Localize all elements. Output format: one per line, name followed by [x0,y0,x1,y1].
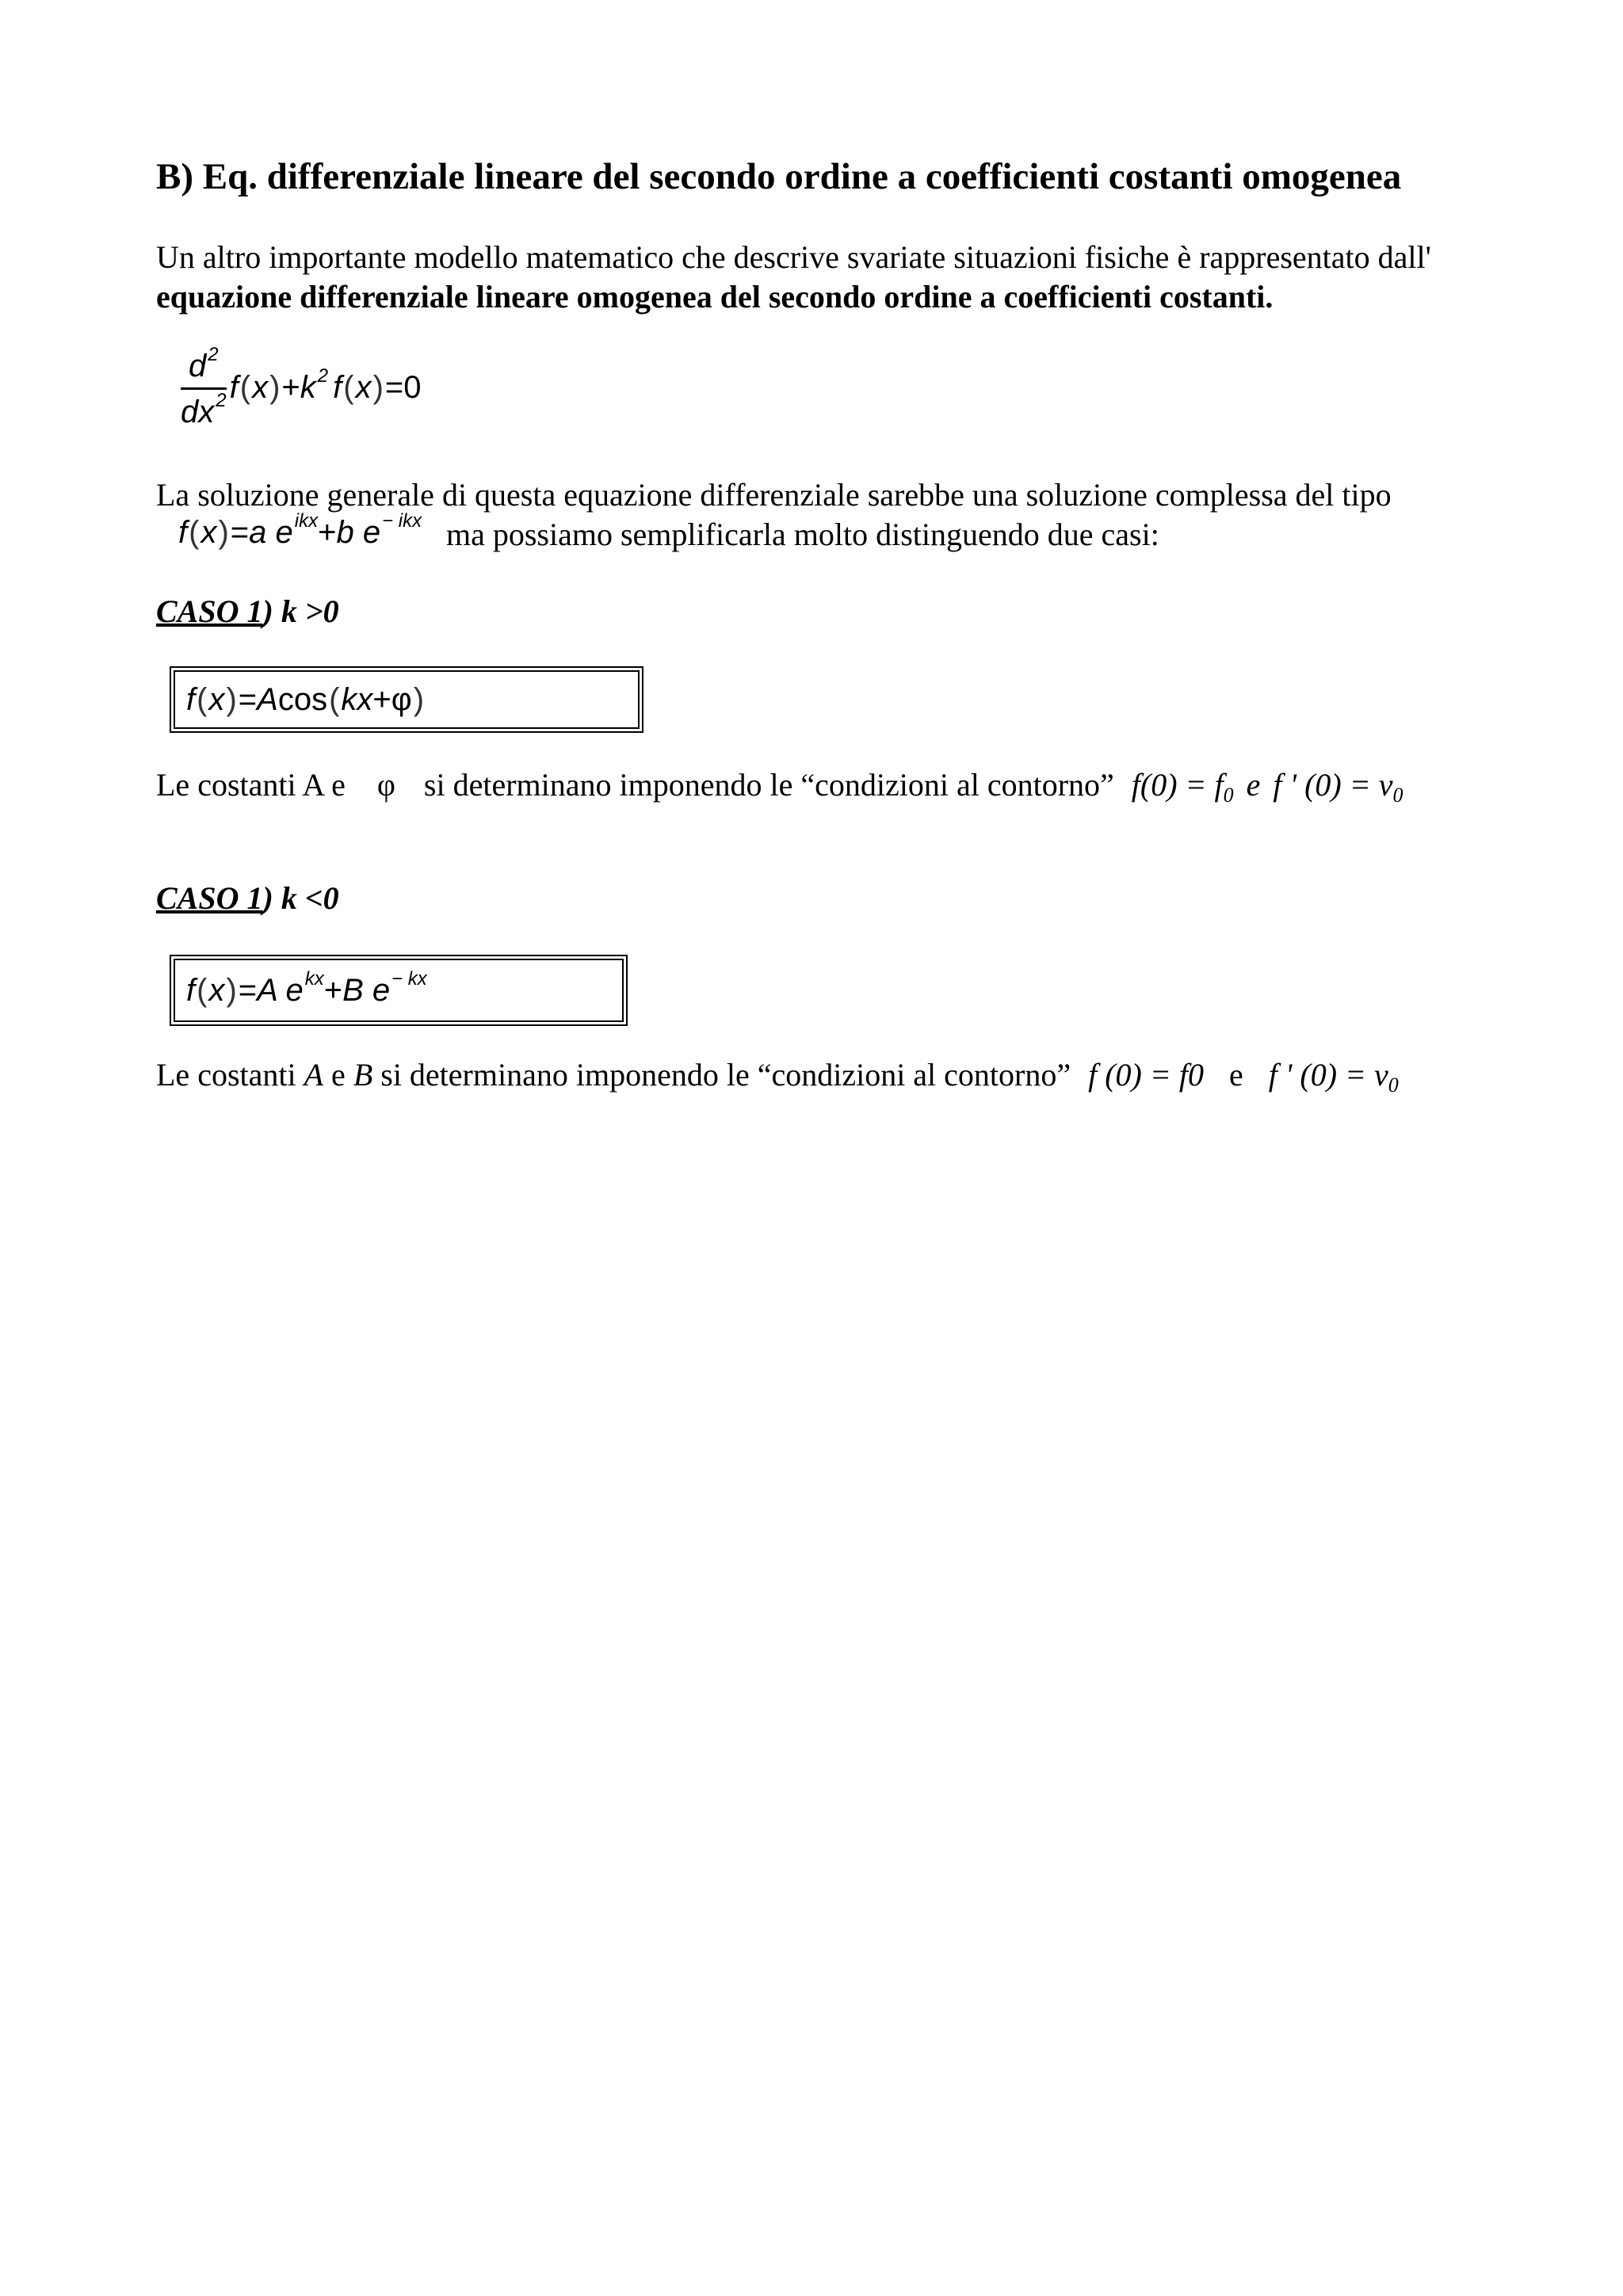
c1-text-b: si determinano imponendo le “condizioni al contorno” [423,767,1114,803]
c1-cos: cos [277,682,328,717]
intro-line-1: Un altro importante modello matematico che descrive svariate situazioni fisiche è rappresentato dall' [156,239,1431,275]
c1-f: f [186,682,196,717]
numerator-exponent: 2 [208,344,219,365]
c1-phi-symbol: φ [376,767,395,803]
c1-cond-2: f ' $(0) = v_0$ [1273,767,1403,807]
case-1-condition: ) k >0 [262,593,339,629]
c2-B-term: B e [342,973,391,1008]
fraction-numerator: d [189,349,207,383]
c2-cond-2: f ' $(0) = v_0$ [1268,1057,1399,1097]
case-2-condition: ) k <0 [262,880,339,916]
eq-f-1: f [229,370,239,406]
c1-text-a: Le costanti A e [156,767,346,803]
gen-a-exponent: ikx [294,510,319,532]
case-2-description [156,1055,1399,1105]
general-solution-line-1: La soluzione generale di questa equazione differenziale sarebbe una soluzione complessa del tipo [156,477,1392,513]
eq-equals-zero: =0 [384,370,422,406]
c2-A-exponent: kx [304,968,324,990]
c1-phi: φ [391,682,412,717]
c2-f: f [186,973,196,1008]
gen-a-term: a e [249,515,293,550]
c2-cond-1: f (0) = f0 [1088,1057,1204,1093]
case-2-solution-box: f(x)=A $e^{kx}+B$ $e^{- kx}$ [170,955,628,1026]
gen-plus: + [318,515,337,550]
eq-k-exponent: 2 [317,365,329,387]
c1-cond-1: $f(0) = f_0$ [1131,767,1234,807]
c1-equals: = [238,682,258,717]
c1-cond-e: e [1246,767,1261,803]
case-1-description [156,765,1403,815]
general-solution-line-2: ma possiamo semplificarla molto distinguendo due casi: [446,517,1159,552]
c2-B-exponent: − kx [391,968,427,990]
case-1-solution-box: f(x)=Acos(kx+φ) [170,666,643,733]
c1-A: A [257,682,278,717]
eq-x-1: x [252,370,269,406]
intro-line-2: equazione differenziale lineare omogenea del secondo ordine a coefficienti costanti. [156,279,1274,315]
gen-b-exponent: − ikx [382,510,422,532]
eq-k: k [300,370,316,406]
c2-plus: + [323,973,343,1008]
c2-equals: = [238,973,258,1008]
c2-A-term: A e [257,973,304,1008]
eq-x-2: x [355,370,372,406]
second-derivative-fraction [181,344,227,430]
c1-x: x [208,682,225,717]
gen-b-term: b e [336,515,381,550]
general-solution-formula: f(x)=a $e^{ikx}+b$ $e^{- ikx}$ [178,510,422,550]
c2-text-b: si determinano imponendo le “condizioni al contorno” [380,1057,1071,1093]
eq-plus: + [281,370,300,406]
c2-e: e [331,1057,346,1093]
gen-equals: = [230,515,250,550]
case-2-label-underlined: CASO 1 [156,880,263,916]
gen-x: x [200,515,217,550]
c1-kx: kx [341,682,373,717]
c2-text-a: Le costanti [156,1057,296,1093]
case-1-label-underlined: CASO 1 [156,593,263,629]
fraction-denominator: dx [181,395,215,429]
c2-cond-e: e [1228,1057,1243,1093]
c2-B: B [353,1057,373,1093]
eq-f-2: f [333,370,342,406]
c1-plus: + [372,682,391,717]
case-1-label [156,593,339,630]
differential-equation: $\frac{d^2}{dx^2}$ $f(x)+k^2$ f(x)=0 [181,344,422,429]
c2-A: A [304,1057,324,1093]
c2-x: x [208,973,225,1008]
denominator-exponent: 2 [216,390,227,411]
gen-f: f [178,515,188,550]
section-heading: B) Eq. differenziale lineare del secondo ordine a coefficienti costanti omogenea [156,156,1402,197]
case-2-label [156,879,339,917]
